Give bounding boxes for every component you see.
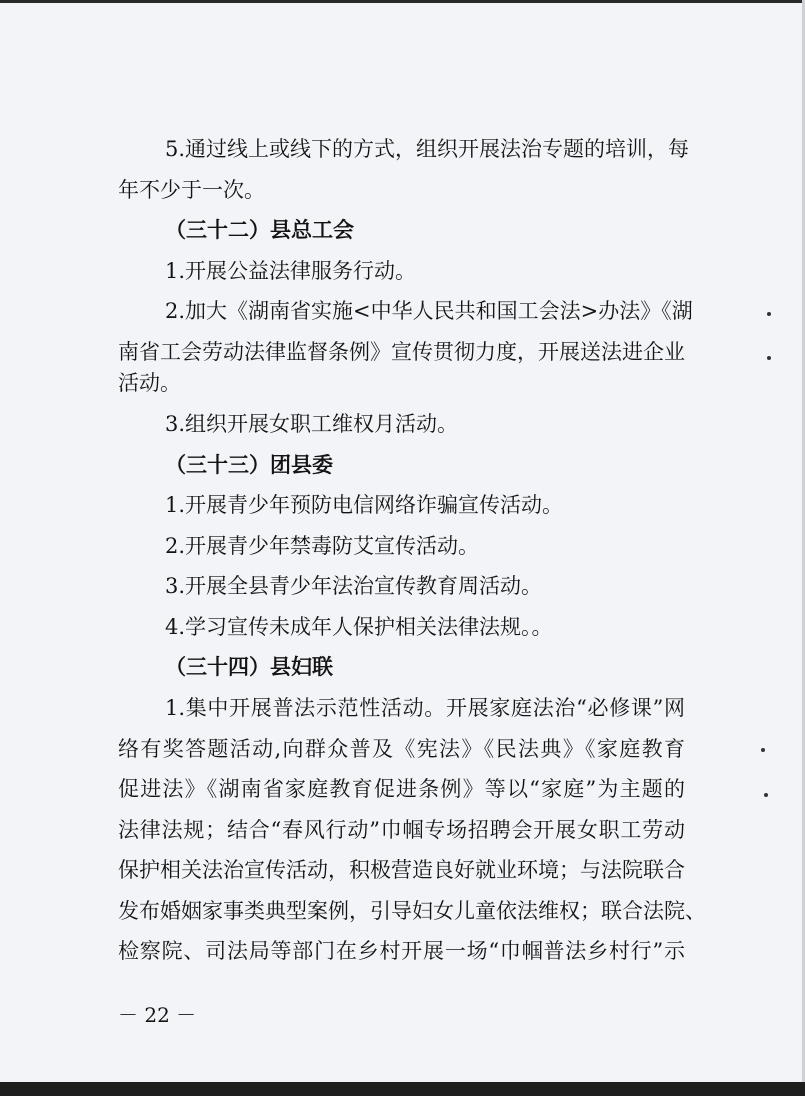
paragraph-line: 络有奖答题活动,向群众普及《宪法》《民法典》《家庭教育 [118,737,685,761]
paragraph-line: 年不少于一次。 [118,178,265,202]
paragraph-line: 1.开展青少年预防电信网络诈骗宣传活动。 [165,493,564,517]
scan-speck [767,356,771,360]
section-heading: （三十四）县妇联 [165,654,333,679]
scan-speck [767,312,771,316]
paragraph-line: 促进法》《湖南省家庭教育促进条例》等以“家庭”为主题的 [118,777,685,801]
paragraph-line: 保护相关法治宣传活动，积极营造良好就业环境；与法院联合 [118,858,685,882]
paragraph-line: 3.组织开展女职工维权月活动。 [165,412,459,436]
paragraph-line: 1.集中开展普法示范性活动。开展家庭法治“必修课”网 [165,696,685,720]
paragraph-line: 4.学习宣传未成年人保护相关法律法规。。 [165,615,553,639]
scan-top-edge [0,0,805,3]
section-heading: （三十三）团县委 [165,452,333,477]
paragraph-line: 南省工会劳动法律监督条例》宣传贯彻力度，开展送法进企业 [118,340,685,364]
scan-speck [764,793,768,797]
paragraph-line: 3.开展全县青少年法治宣传教育周活动。 [165,574,543,598]
paragraph-line: 2.开展青少年禁毒防艾宣传活动。 [165,534,480,558]
scan-speck [761,748,765,752]
paragraph-line: 检察院、司法局等部门在乡村开展一场“巾帼普法乡村行”示 [118,939,685,963]
section-heading: （三十二）县总工会 [165,217,354,242]
paragraph-line: 5.通过线上或线下的方式，组织开展法治专题的培训，每 [165,137,690,161]
paragraph-line: 1.开展公益法律服务行动。 [165,259,417,283]
paragraph-line: 发布婚姻家事类典型案例，引导妇女儿童依法维权；联合法院、 [118,899,706,923]
page-number: － 22 － [118,1003,197,1027]
scan-bottom-edge [0,1082,805,1096]
paragraph-line: 法律法规；结合“春风行动”巾帼专场招聘会开展女职工劳动 [118,818,685,842]
paragraph-line: 2.加大《湖南省实施<中华人民共和国工会法>办法》《湖 [165,299,693,323]
paragraph-line: 活动。 [118,371,181,395]
